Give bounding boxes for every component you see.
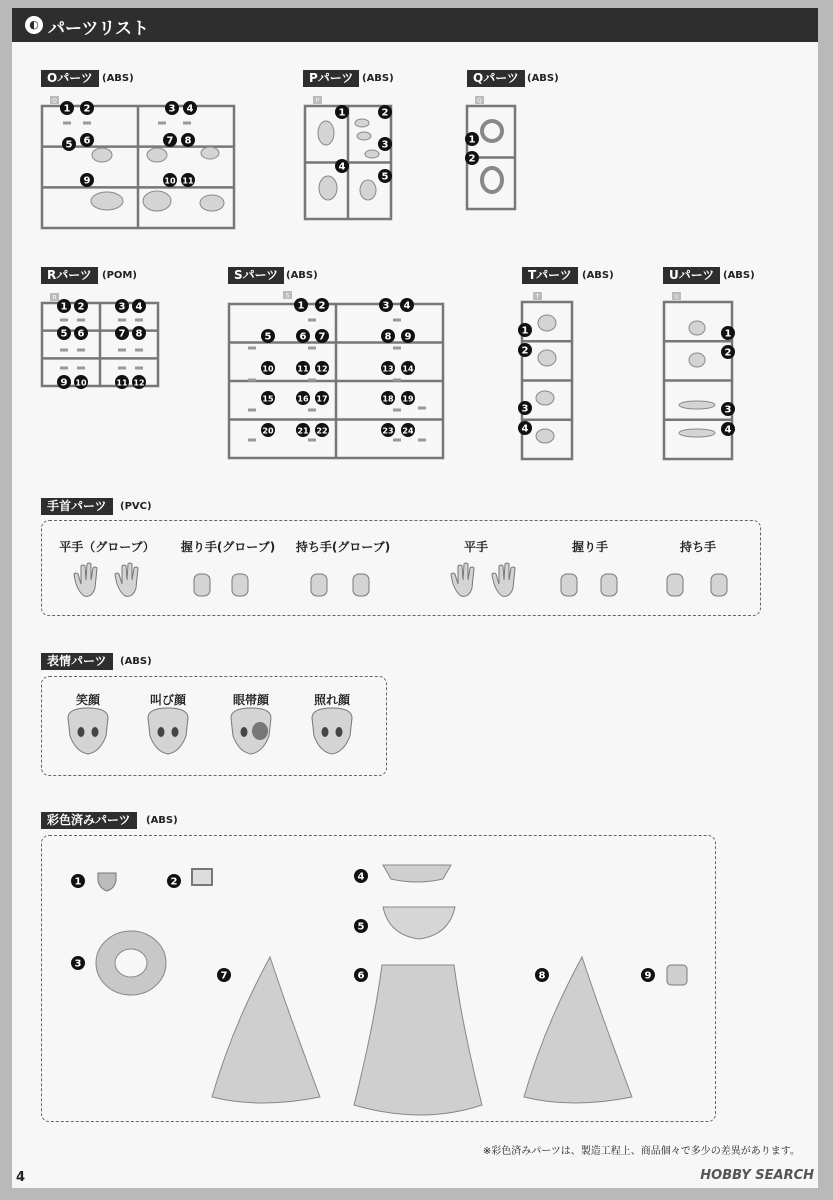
- sprue-r-num-7: 7: [118, 328, 126, 340]
- sprue-t-part: [536, 391, 554, 405]
- sprue-s-num-9: 9: [404, 331, 412, 343]
- fist-hand-drawing: [353, 574, 369, 596]
- sprue-r-gate: [77, 349, 85, 352]
- sprue-u-tag-label: U: [674, 293, 679, 301]
- sprue-s-num-13: 13: [382, 364, 394, 374]
- eyepatch-drawing: [252, 722, 268, 740]
- open-hand-drawing: [492, 563, 515, 596]
- sprue-o-part: [200, 195, 224, 211]
- sprue-q-num-1: 1: [468, 134, 476, 146]
- watermark: HOBBY SEARCH: [700, 1168, 814, 1183]
- material-q: (ABS): [527, 73, 559, 84]
- painted-num-4: 4: [357, 871, 365, 883]
- sprue-s-num-2: 2: [318, 300, 326, 312]
- sprue-s-num-15: 15: [262, 394, 274, 404]
- cape-center-drawing: [354, 965, 482, 1115]
- sprue-s-num-24: 24: [402, 426, 414, 436]
- sprue-s-num-3: 3: [382, 300, 390, 312]
- sprue-s-gate: [248, 409, 256, 412]
- sprue-r-num-8: 8: [135, 328, 143, 340]
- material-hands: (PVC): [120, 501, 152, 512]
- sprue-o-num-2: 2: [83, 103, 91, 115]
- sprue-o-num-5: 5: [65, 139, 73, 151]
- ring-hole: [115, 949, 147, 977]
- sprue-r-num-6: 6: [77, 328, 85, 340]
- sprue-r-gate: [135, 367, 143, 370]
- buckle-part-drawing: [192, 869, 212, 885]
- section-title-painted: 彩色済みパーツ: [41, 812, 137, 829]
- page-title: パーツリスト: [48, 19, 149, 39]
- badge-part-drawing: [98, 873, 116, 891]
- sprue-s-gate: [248, 379, 256, 382]
- section-title-o: Oパーツ: [41, 70, 99, 87]
- material-painted: (ABS): [146, 815, 178, 826]
- sprue-o-num-9: 9: [83, 175, 91, 187]
- sprue-u-num-1: 1: [724, 328, 732, 340]
- open-hand-drawing: [74, 563, 97, 596]
- sprue-q-tag-label: Q: [477, 97, 482, 105]
- sprue-s-num-20: 20: [262, 426, 274, 436]
- sprue-t-tag-label: T: [535, 293, 540, 301]
- sprue-s-num-19: 19: [402, 394, 414, 404]
- sprue-s-num-17: 17: [316, 394, 328, 404]
- fist-hand-drawing: [561, 574, 577, 596]
- material-s: (ABS): [286, 270, 318, 281]
- collar-part-drawing: [383, 865, 451, 882]
- painted-num-3: 3: [74, 958, 82, 970]
- sprue-r-num-2: 2: [77, 301, 85, 313]
- face-label-2: 叫び顔: [149, 693, 187, 707]
- sprue-p-part: [357, 132, 371, 140]
- sprue-s-gate: [393, 319, 401, 322]
- sprue-s-tag-label: S: [285, 292, 290, 300]
- fist-hand-drawing: [711, 574, 727, 596]
- painted-num-7: 7: [220, 970, 228, 982]
- hand-label-6: 持ち手: [679, 540, 717, 554]
- sprue-s-num-23: 23: [382, 426, 394, 436]
- page-number: 4: [16, 1170, 26, 1185]
- logo-icon: ◐: [25, 16, 43, 34]
- painted-num-1: 1: [74, 876, 82, 888]
- sprue-s-num-21: 21: [297, 426, 309, 436]
- painted-num-6: 6: [357, 970, 365, 982]
- open-hand-drawing: [451, 563, 474, 596]
- sprue-r-gate: [77, 367, 85, 370]
- sprue-o-num-7: 7: [166, 135, 174, 147]
- section-title-t: Tパーツ: [522, 267, 578, 284]
- sprue-s-num-4: 4: [403, 300, 411, 312]
- sprue-o-num-3: 3: [168, 103, 176, 115]
- sprue-o-num-1: 1: [63, 103, 71, 115]
- sprue-r-gate: [60, 349, 68, 352]
- painted-num-9: 9: [644, 970, 652, 982]
- hand-label-2: 握り手(グローブ): [180, 540, 276, 554]
- face-eye: [322, 727, 329, 737]
- section-title-r: Rパーツ: [41, 267, 98, 284]
- fist-hand-drawing: [194, 574, 210, 596]
- material-p: (ABS): [362, 73, 394, 84]
- hand-label-1: 平手（グローブ）: [59, 540, 155, 554]
- sprue-o-num-4: 4: [186, 103, 194, 115]
- sprue-o-num-10: 10: [164, 176, 176, 186]
- sprue-u-part: [679, 401, 715, 409]
- sprue-s-num-11: 11: [297, 364, 309, 374]
- fist-hand-drawing: [601, 574, 617, 596]
- sprue-s-num-18: 18: [382, 394, 394, 404]
- sprue-t-num-3: 3: [521, 403, 529, 415]
- face-drawing: [148, 708, 188, 754]
- sprue-r-num-5: 5: [60, 328, 68, 340]
- footnote: ※彩色済みパーツは、製造工程上、商品個々で多少の差異があります。: [482, 1146, 800, 1157]
- section-title-p: Pパーツ: [303, 70, 359, 87]
- sprue-o-gate: [83, 122, 91, 125]
- sprue-p-part: [319, 176, 337, 200]
- sprue-s-num-7: 7: [318, 331, 326, 343]
- sprue-r-num-12: 12: [133, 378, 145, 388]
- sprue-r-num-1: 1: [60, 301, 68, 313]
- sprue-o-part: [91, 192, 123, 210]
- sprue-o-gate: [63, 122, 71, 125]
- sprue-p-num-3: 3: [381, 139, 389, 151]
- sprue-r-gate: [135, 319, 143, 322]
- face-drawing: [312, 708, 352, 754]
- face-eye: [92, 727, 99, 737]
- face-eye: [172, 727, 179, 737]
- sprue-r-num-11: 11: [116, 378, 128, 388]
- material-o: (ABS): [102, 73, 134, 84]
- hand-label-4: 平手: [463, 540, 489, 554]
- painted-drawings: [12, 835, 818, 1135]
- sprue-p-part: [355, 119, 369, 127]
- sprue-s-gate: [308, 409, 316, 412]
- face-eye: [78, 727, 85, 737]
- sprue-u-num-4: 4: [724, 424, 732, 436]
- open-hand-drawing: [115, 563, 138, 596]
- sprue-s-num-14: 14: [402, 364, 414, 374]
- sprue-r-num-10: 10: [75, 378, 87, 388]
- material-u: (ABS): [723, 270, 755, 281]
- sprue-o-num-6: 6: [83, 135, 91, 147]
- sprue-s-gate: [308, 319, 316, 322]
- hand-drawings: [12, 558, 818, 618]
- sprue-u-num-3: 3: [724, 404, 732, 416]
- sprue-u-part: [679, 429, 715, 437]
- sprue-s-num-16: 16: [297, 394, 309, 404]
- sprue-s-num-1: 1: [297, 300, 305, 312]
- sprue-p-num-2: 2: [381, 107, 389, 119]
- fist-hand-drawing: [232, 574, 248, 596]
- sprue-s-gate: [248, 439, 256, 442]
- sprue-r-tag-label: R: [52, 294, 57, 302]
- sprue-p-num-4: 4: [338, 161, 346, 173]
- sprue-u-num-2: 2: [724, 347, 732, 359]
- sprue-r-num-9: 9: [60, 377, 68, 389]
- sprue-r-num-4: 4: [135, 301, 143, 313]
- sprue-r-gate: [118, 349, 126, 352]
- sprue-o-gate: [158, 122, 166, 125]
- manual-page: [12, 8, 818, 1188]
- sprue-o-part: [147, 148, 167, 162]
- sprue-t-num-4: 4: [521, 423, 529, 435]
- sprue-p-part: [365, 150, 379, 158]
- sprue-s-gate: [393, 439, 401, 442]
- sprue-q-ring: [482, 121, 502, 141]
- sprue-s-num-22: 22: [316, 426, 328, 436]
- face-label-1: 笑顔: [75, 693, 101, 707]
- sprue-o-part: [143, 191, 171, 211]
- face-eye: [336, 727, 343, 737]
- sprue-s-gate: [248, 347, 256, 350]
- neck-part-drawing: [383, 907, 455, 939]
- sprue-o-tag-label: O: [52, 97, 57, 105]
- sprue-s-gate: [418, 407, 426, 410]
- painted-num-8: 8: [538, 970, 546, 982]
- sprue-r-gate: [60, 367, 68, 370]
- sprue-o-num-11: 11: [182, 176, 194, 186]
- sprue-u-part: [689, 321, 705, 335]
- sprue-r-num-3: 3: [118, 301, 126, 313]
- sprue-p-part: [318, 121, 334, 145]
- sprue-s-gate: [393, 347, 401, 350]
- sprue-r-gate: [77, 319, 85, 322]
- sprue-s-num-6: 6: [299, 331, 307, 343]
- sprue-s-gate: [418, 439, 426, 442]
- sprue-t-num-2: 2: [521, 345, 529, 357]
- sprue-s-gate: [393, 409, 401, 412]
- sprue-p-num-5: 5: [381, 171, 389, 183]
- sprue-r-gate: [118, 319, 126, 322]
- material-t: (ABS): [582, 270, 614, 281]
- sprue-p-tag-label: P: [315, 97, 320, 105]
- section-title-u: Uパーツ: [663, 267, 720, 284]
- sprue-s-gate: [308, 439, 316, 442]
- sprue-o-gate: [183, 122, 191, 125]
- sprue-t-part: [536, 429, 554, 443]
- sprue-q-num-2: 2: [468, 153, 476, 165]
- sprue-s-gate: [308, 379, 316, 382]
- sprue-t-part: [538, 350, 556, 366]
- sprue-o-num-8: 8: [184, 135, 192, 147]
- hand-label-5: 握り手: [571, 540, 609, 554]
- fist-hand-drawing: [311, 574, 327, 596]
- material-faces: (ABS): [120, 656, 152, 667]
- material-r: (POM): [102, 270, 137, 281]
- sprue-s-gate: [393, 379, 401, 382]
- sprue-r-gate: [135, 349, 143, 352]
- sprue-u-part: [689, 353, 705, 367]
- painted-num-5: 5: [357, 921, 365, 933]
- face-drawing: [68, 708, 108, 754]
- sprue-o-part: [201, 147, 219, 159]
- fist-hand-drawing: [667, 574, 683, 596]
- sprue-r-gate: [118, 367, 126, 370]
- section-title-hands: 手首パーツ: [41, 498, 113, 515]
- sprue-t-part: [538, 315, 556, 331]
- sprue-s-num-8: 8: [384, 331, 392, 343]
- hand-label-3: 持ち手(グローブ): [295, 540, 391, 554]
- sprue-t-num-1: 1: [521, 325, 529, 337]
- sprue-diagrams: [12, 8, 818, 478]
- section-title-faces: 表情パーツ: [41, 653, 113, 670]
- sprue-s-gate: [308, 347, 316, 350]
- face-label-3: 眼帯顔: [232, 693, 270, 707]
- sprue-q-ring: [482, 168, 502, 192]
- clasp-part-drawing: [667, 965, 687, 985]
- face-eye: [241, 727, 248, 737]
- sprue-p-part: [360, 180, 376, 200]
- face-label-4: 照れ顔: [313, 693, 351, 707]
- section-title-q: Qパーツ: [467, 70, 525, 87]
- sprue-o-part: [92, 148, 112, 162]
- sprue-p-num-1: 1: [338, 107, 346, 119]
- sprue-s-num-12: 12: [316, 364, 328, 374]
- sprue-r-gate: [60, 319, 68, 322]
- section-title-s: Sパーツ: [228, 267, 284, 284]
- sprue-s-num-5: 5: [264, 331, 272, 343]
- face-eye: [158, 727, 165, 737]
- painted-num-2: 2: [170, 876, 178, 888]
- sprue-s-num-10: 10: [262, 364, 274, 374]
- face-drawings: [12, 706, 412, 776]
